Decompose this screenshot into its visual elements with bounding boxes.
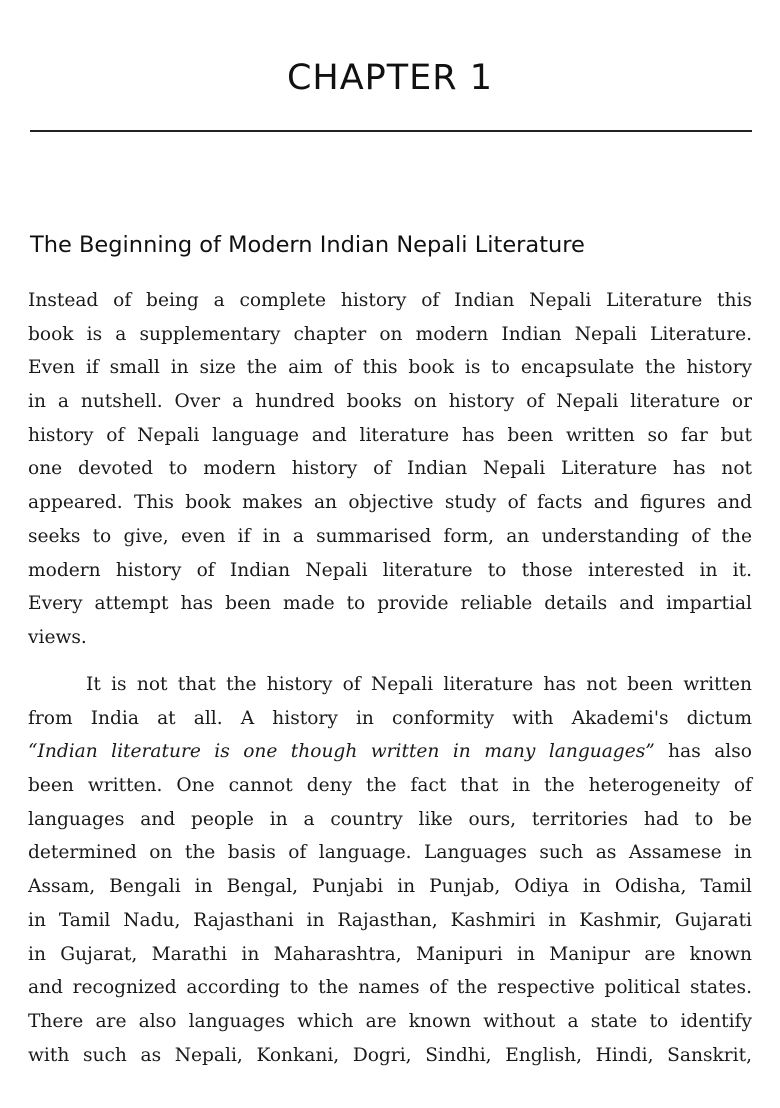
text-line: book is a supplementary chapter on modern Indian Nepali Literature. (28, 323, 752, 345)
text-line: seeks to give, even if in a summarised form, an understanding of the (28, 525, 752, 547)
chapter-title: CHAPTER 1 (286, 58, 493, 98)
text-line: in a nutshell. Over a hundred books on history of Nepali literature or (28, 391, 752, 413)
text-line: history of Nepali language and literature has been written so far but (28, 424, 752, 446)
text-line: in Tamil Nadu, Rajasthani in Rajasthan, Kashmiri in Kashmir, Gujarati (28, 909, 752, 931)
text-line: determined on the basis of language. Languages such as Assamese in (28, 842, 752, 864)
text-line: and recognized according to the names of the respective political states. (28, 977, 752, 999)
text-line: It is not that the history of Nepali literature has not been written (86, 674, 752, 695)
paragraph-1 (28, 284, 752, 655)
text-line: with such as Nepali, Konkani, Dogri, Sindhi, English, Hindi, Sanskrit, (28, 1044, 752, 1066)
text-line: Instead of being a complete history of Indian Nepali Literature this (28, 290, 752, 311)
text-line: There are also languages which are known without a state to identify (28, 1010, 752, 1032)
text-line: from India at all. A history in conformity with Akademi's dictum (28, 707, 752, 729)
text-line: in Gujarat, Marathi in Maharashtra, Manipuri in Manipur are known (28, 943, 752, 965)
text-line: Every attempt has been made to provide reliable details and impartial (28, 593, 752, 615)
paragraph-2 (28, 668, 752, 1072)
text-line: Assam, Bengali in Bengal, Punjabi in Punjab, Odiya in Odisha, Tamil (28, 876, 752, 898)
chapter-divider (30, 130, 752, 132)
section-heading: The Beginning of Modern Indian Nepali Literature (30, 232, 585, 258)
text-line: modern history of Indian Nepali literature to those interested in it. (28, 559, 752, 581)
text-span: has also (654, 741, 752, 763)
italic-quote: “Indian literature is one though written in many languages” (28, 741, 655, 763)
text-line: been written. One cannot deny the fact that in the heterogeneity of (28, 775, 752, 797)
text-line: appeared. This book makes an objective study of facts and figures and (28, 492, 752, 514)
text-line: languages and people in a country like ours, territories had to be (28, 808, 752, 830)
text-line (28, 735, 752, 769)
text-line: Even if small in size the aim of this book is to encapsulate the history (28, 357, 752, 379)
text-line: views. (28, 626, 87, 648)
text-line: one devoted to modern history of Indian Nepali Literature has not (28, 458, 752, 480)
